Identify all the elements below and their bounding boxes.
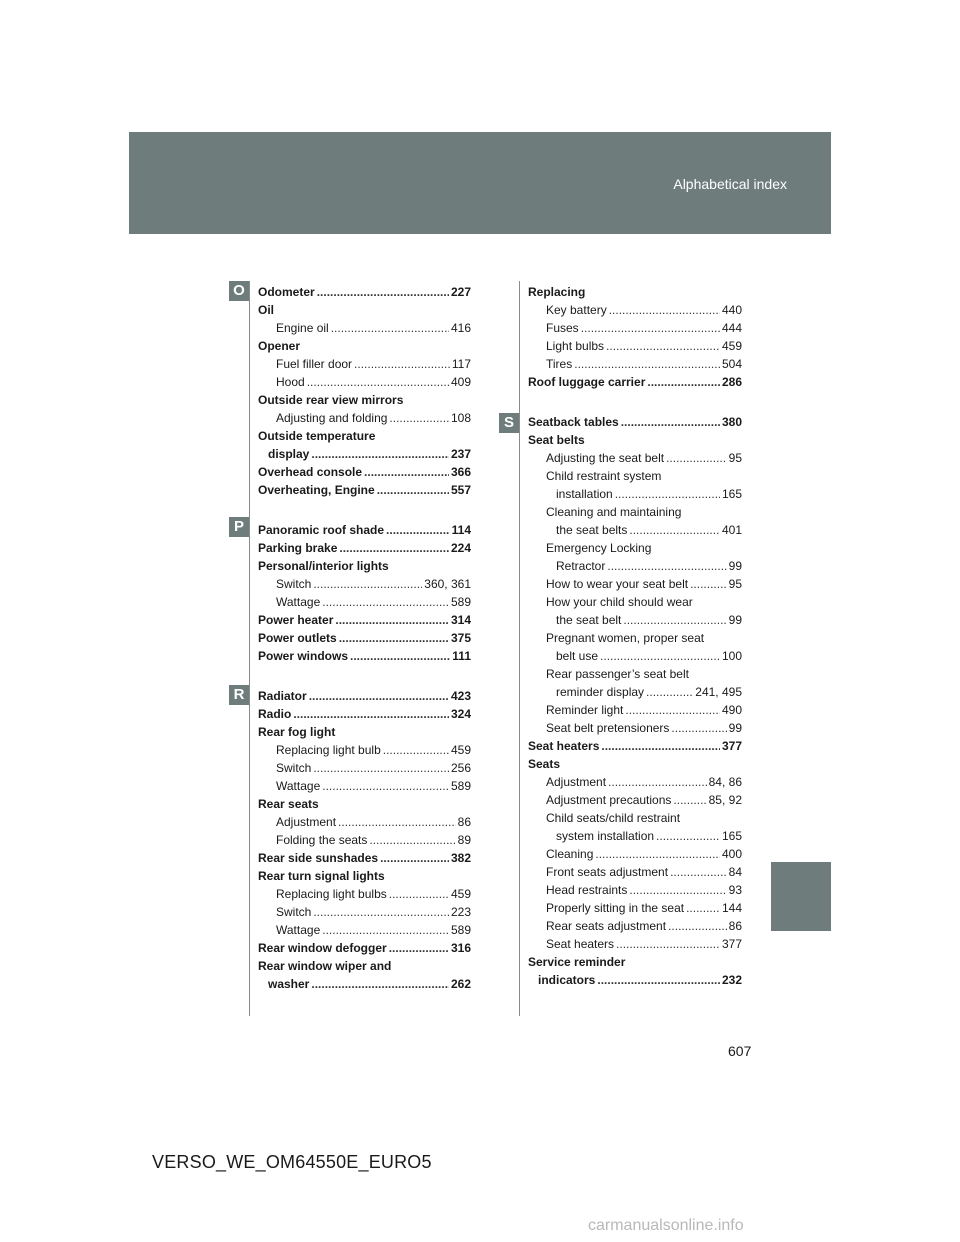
- index-entry: Adjusting and folding ..... 108: [258, 409, 471, 427]
- index-subheading: Child restraint system: [546, 469, 662, 483]
- index-entry: Reminder light ..... 490: [528, 701, 742, 719]
- index-heading: Oil: [258, 303, 275, 317]
- index-entry: belt use ..... 100: [528, 647, 742, 665]
- index-entry: Seat heaters ..... 377: [528, 935, 742, 953]
- index-entry: Light bulbs ..... 459: [528, 337, 742, 355]
- index-entry: Power outlets ..... 375: [258, 629, 471, 647]
- index-entry: How to wear your seat belt ..... 95: [528, 575, 742, 593]
- index-heading: Rear fog light: [258, 725, 336, 739]
- index-entry: Odometer ..... 227: [258, 283, 471, 301]
- index-heading: Replacing: [528, 285, 586, 299]
- index-subheading: Pregnant women, proper seat: [546, 631, 705, 645]
- index-entry: Rear seats adjustment ..... 86: [528, 917, 742, 935]
- index-entry: Parking brake ..... 224: [258, 539, 471, 557]
- index-subheading: Cleaning and maintaining: [546, 505, 682, 519]
- index-entry: indicators ..... 232: [528, 971, 742, 989]
- index-entry: Switch ..... 360, 361: [258, 575, 471, 593]
- index-entry: Roof luggage carrier ..... 286: [528, 373, 742, 391]
- index-entry: Head restraints ..... 93: [528, 881, 742, 899]
- index-entry: display ..... 237: [258, 445, 471, 463]
- index-entry: Cleaning ..... 400: [528, 845, 742, 863]
- index-entry: system installation ..... 165: [528, 827, 742, 845]
- letter-tab-r: R: [229, 685, 249, 705]
- index-entry: Overhead console ..... 366: [258, 463, 471, 481]
- index-entry: Switch ..... 256: [258, 759, 471, 777]
- section-title: Alphabetical index: [673, 176, 787, 192]
- index-entry: Tires ..... 504: [528, 355, 742, 373]
- index-entry: Engine oil ..... 416: [258, 319, 471, 337]
- index-entry: Wattage ..... 589: [258, 593, 471, 611]
- index-entry: Replacing light bulb ..... 459: [258, 741, 471, 759]
- index-heading: Opener: [258, 339, 301, 353]
- page-number: 607: [728, 1043, 752, 1059]
- index-entry: installation ..... 165: [528, 485, 742, 503]
- index-entry: Overheating, Engine ..... 557: [258, 481, 471, 499]
- index-subheading: How your child should wear: [546, 595, 693, 609]
- index-entry: Replacing light bulbs ..... 459: [258, 885, 471, 903]
- index-entry: washer ..... 262: [258, 975, 471, 993]
- index-entry: Adjusting the seat belt ..... 95: [528, 449, 742, 467]
- index-entry: Wattage ..... 589: [258, 921, 471, 939]
- letter-tab-o: O: [229, 281, 249, 301]
- header-band: [129, 132, 831, 234]
- index-heading: Seats: [528, 757, 561, 771]
- index-heading: Outside rear view mirrors: [258, 393, 404, 407]
- index-subheading: Child seats/child restraint: [546, 811, 681, 825]
- index-entry: Seatback tables ..... 380: [528, 413, 742, 431]
- index-entry: Fuses ..... 444: [528, 319, 742, 337]
- document-code: VERSO_WE_OM64550E_EURO5: [152, 1152, 432, 1172]
- index-entry: Seat heaters ..... 377: [528, 737, 742, 755]
- index-column-right: [528, 283, 742, 989]
- index-entry: the seat belt ..... 99: [528, 611, 742, 629]
- index-heading: Service reminder: [528, 955, 626, 969]
- letter-tab-s: S: [499, 413, 519, 433]
- index-heading: Outside temperature: [258, 429, 376, 443]
- index-entry: Radiator ..... 423: [258, 687, 471, 705]
- index-entry: Front seats adjustment ..... 84: [528, 863, 742, 881]
- index-entry: Radio ..... 324: [258, 705, 471, 723]
- index-entry: Key battery ..... 440: [528, 301, 742, 319]
- index-entry: Panoramic roof shade ..... 114: [258, 521, 471, 539]
- index-entry: Power heater ..... 314: [258, 611, 471, 629]
- index-heading: Rear window wiper and: [258, 959, 392, 973]
- index-heading: Rear seats: [258, 797, 319, 811]
- section-side-tab: [771, 862, 831, 931]
- index-entry: Folding the seats ..... 89: [258, 831, 471, 849]
- index-subheading: Emergency Locking: [546, 541, 652, 555]
- index-entry: Rear window defogger ..... 316: [258, 939, 471, 957]
- index-entry: the seat belts ..... 401: [528, 521, 742, 539]
- index-entry: Wattage ..... 589: [258, 777, 471, 795]
- index-entry: Adjustment precautions ..... 85, 92: [528, 791, 742, 809]
- watermark: carmanualsonline.info: [588, 1217, 744, 1234]
- index-entry: Seat belt pretensioners ..... 99: [528, 719, 742, 737]
- letter-tab-p: P: [229, 517, 249, 537]
- index-entry: Retractor ..... 99: [528, 557, 742, 575]
- index-entry: Switch ..... 223: [258, 903, 471, 921]
- column-divider-right: [519, 281, 520, 1016]
- index-entry: reminder display ..... 241, 495: [528, 683, 742, 701]
- index-heading: Rear turn signal lights: [258, 869, 385, 883]
- index-heading: Seat belts: [528, 433, 585, 447]
- index-heading: Personal/interior lights: [258, 559, 389, 573]
- index-entry: Rear side sunshades ..... 382: [258, 849, 471, 867]
- index-entry: Adjustment ..... 86: [258, 813, 471, 831]
- column-divider-left: [249, 281, 250, 1016]
- index-subheading: Rear passenger’s seat belt: [546, 667, 689, 681]
- index-entry: Power windows ..... 111: [258, 647, 471, 665]
- index-entry: Fuel filler door ..... 117: [258, 355, 471, 373]
- index-column-left: [258, 283, 471, 993]
- index-entry: Hood ..... 409: [258, 373, 471, 391]
- index-entry: Adjustment ..... 84, 86: [528, 773, 742, 791]
- index-entry: Properly sitting in the seat ..... 144: [528, 899, 742, 917]
